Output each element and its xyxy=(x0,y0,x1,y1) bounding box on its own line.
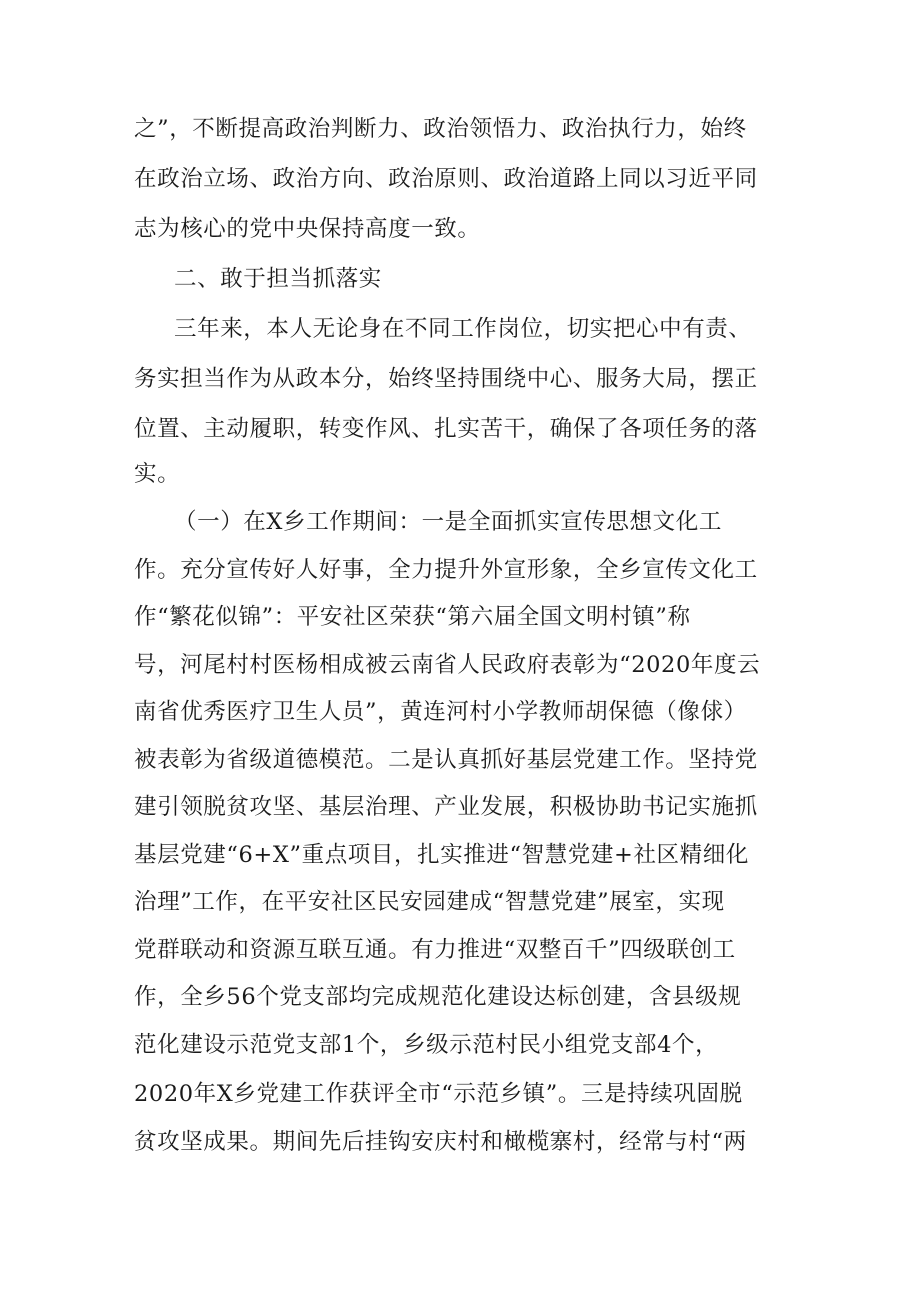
text-line: 被表彰为省级道德模范。二是认真抓好基层党建工作。坚持党 xyxy=(134,747,758,773)
text-line: 党群联动和资源互联互通。有力推进“双整百千”四级联创工 xyxy=(134,937,736,963)
text-line: 作，全乡56个党支部均完成规范化建设达标创建，含县级规 xyxy=(134,984,742,1010)
text-line: 基层党建“6+X”重点项目，扎实推进“智慧党建+社区精细化 xyxy=(134,842,749,868)
text-line: 实。 xyxy=(134,461,181,487)
text-line: 志为核心的党中央保持高度一致。 xyxy=(134,216,481,242)
text-line: 之”，不断提高政治判断力、政治领悟力、政治执行力，始终 xyxy=(134,116,747,142)
text-line: 南省优秀医疗卫生人员”，黄连河村小学教师胡保德（像俅） xyxy=(134,699,747,725)
subsection-line: （一）在X乡工作期间：一是全面抓实宣传思想文化工 xyxy=(174,509,722,535)
text-line: 在政治立场、政治方向、政治原则、政治道路上同以习近平同 xyxy=(134,166,758,192)
text-line: 作。充分宣传好人好事，全力提升外宣形象，全乡宣传文化工 xyxy=(134,557,758,583)
text-line: 范化建设示范党支部1个，乡级示范村民小组党支部4个， xyxy=(134,1032,719,1058)
text-line: 位置、主动履职，转变作风、扎实苦干，确保了各项任务的落 xyxy=(134,416,758,442)
text-line: 建引领脱贫攻坚、基层治理、产业发展，积极协助书记实施抓 xyxy=(134,794,758,820)
text-line: 作“繁花似锦”：平安社区荣获“第六届全国文明村镇”称 xyxy=(134,604,691,630)
text-line: 贫攻坚成果。期间先后挂钩安庆村和橄榄寨村，经常与村“两 xyxy=(134,1129,747,1155)
text-line: 务实担当作为从政本分，始终坚持围绕中心、服务大局，摆正 xyxy=(134,366,758,392)
text-line: 治理”工作，在平安社区民安园建成“智慧党建”展室，实现 xyxy=(134,889,725,915)
text-line: 号，河尾村村医杨相成被云南省人民政府表彰为“2020年度云 xyxy=(134,652,761,678)
section-heading: 二、敢于担当抓落实 xyxy=(174,266,382,292)
text-line: 三年来，本人无论身在不同工作岗位，切实把心中有责、 xyxy=(174,316,752,342)
text-line: 2020年X乡党建工作获评全市“示范乡镇”。三是持续巩固脱 xyxy=(134,1081,743,1107)
